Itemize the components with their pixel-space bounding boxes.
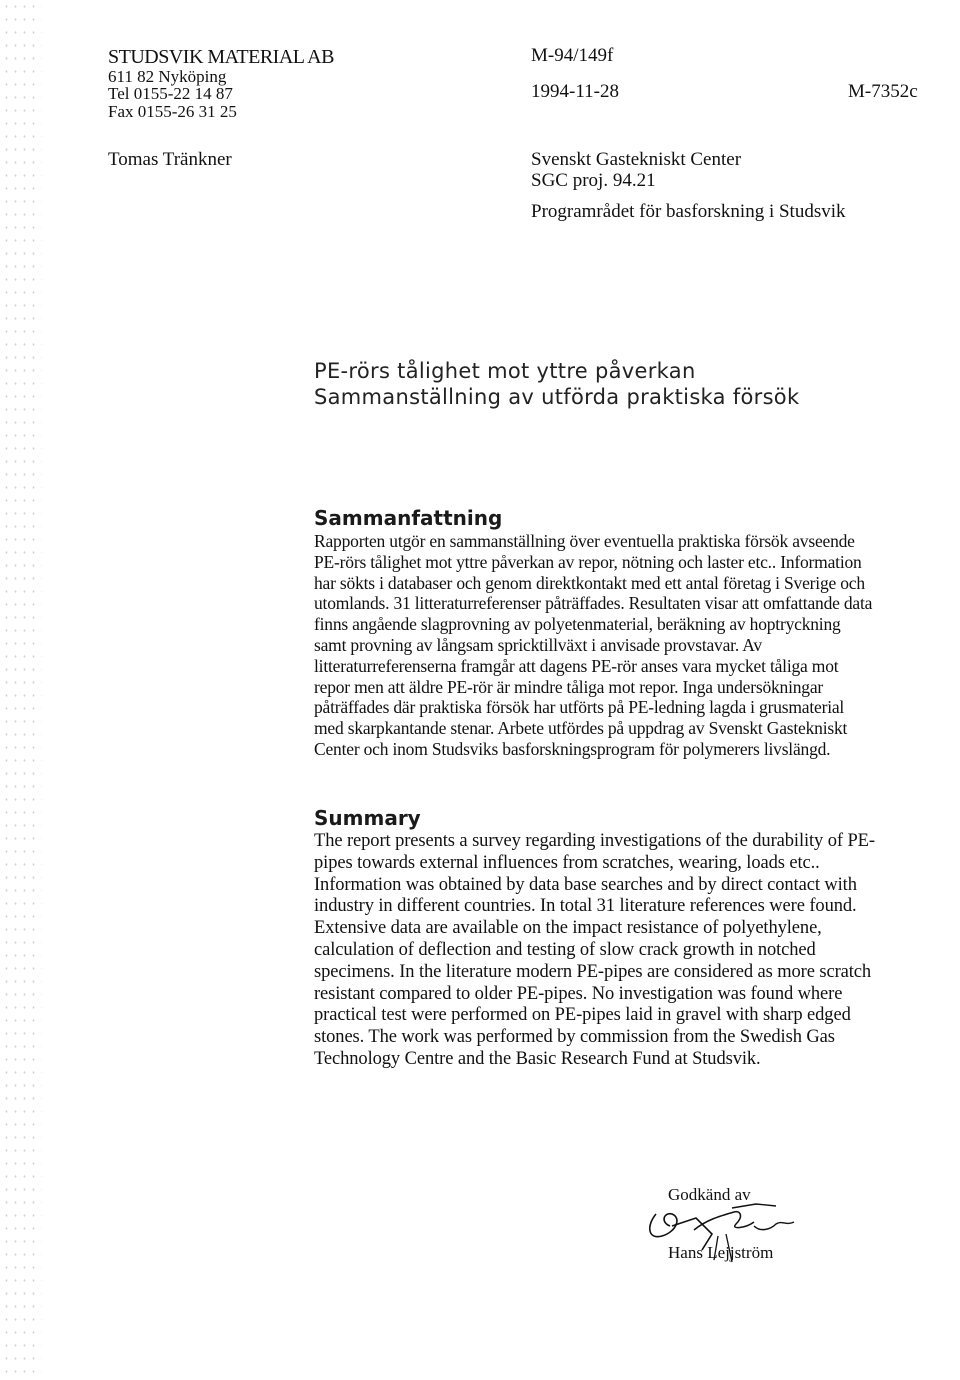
sammanfattning-heading: Sammanfattning xyxy=(314,506,503,530)
scan-edge-marks xyxy=(2,0,42,1380)
document-title-line1: PE-rörs tålighet mot yttre påverkan xyxy=(314,359,696,383)
sender-fax: Fax 0155-26 31 25 xyxy=(108,102,237,121)
sender-company: STUDSVIK MATERIAL AB xyxy=(108,46,334,68)
summary-heading: Summary xyxy=(314,806,421,830)
report-date: 1994-11-28 xyxy=(531,81,619,102)
summary-text: The report presents a survey regarding investigations of the durability of PE-pipes towards external influences from scratches, wearing, loads etc.. Information was obtained by data base searches and by direct contact with industry in different countries. In total 31 literature references were found. Extensive data are available on the impact resistance of polyethylene, calculation of deflection and testing of slow crack growth in notched specimens. In the literature modern PE-pipes are considered as more scratch resistant compared to older PE-pipes. No investigation was found where practical test were performed on PE-pipes laid in gravel with sharp edged stones. The work was performed by commission from the Swedish Gas Technology Centre and the Basic Research Fund at Studsvik. xyxy=(314,831,875,1069)
sammanfattning-text: Rapporten utgör en sammanställning över eventuella praktiska försök avseende PE-rörs tålighet mot yttre påverkan av repor, nötning och laster etc.. Information har sökts i databaser och genom direktkontakt med ett antal företag i Sverige och utomlands. 31 litteraturreferenser påträffades. Resultaten visar att omfattande data finns angående slagprovning av polyetenmaterial, beräkning av hoptryckning samt provning av långsam spricktillväxt i anvisade provstavar. Av litteraturreferenserna framgår att dagens PE-rör anses vara mycket tåliga mot repor men att äldre PE-rör är mindre tåliga mot repor. Inga undersökningar påträffades där praktiska försök har utförts på PE-ledning lagda i grusmaterial med skarpkantande stenar. Arbete utfördes på uppdrag av Svenskt Gastekniskt Center och inom Studsviks basforskningsprogram för polymerers livslängd. xyxy=(314,531,873,759)
recipient-programme: Programrådet för basforskning i Studsvik xyxy=(531,201,846,222)
recipient-org: Svenskt Gastekniskt Center xyxy=(531,149,742,170)
recipient-project: SGC proj. 94.21 xyxy=(531,170,656,191)
sender-tel: Tel 0155-22 14 87 xyxy=(108,84,233,103)
approval-label: Godkänd av xyxy=(668,1185,751,1204)
approver-name: Hans Lejjström xyxy=(668,1243,774,1262)
document-title-line2: Sammanställning av utförda praktiska försök xyxy=(314,385,800,409)
author-name: Tomas Tränkner xyxy=(108,149,232,170)
sender-address: 611 82 Nyköping xyxy=(108,67,227,86)
report-number: M-94/149f xyxy=(531,45,614,66)
project-code: M-7352c xyxy=(848,81,918,102)
